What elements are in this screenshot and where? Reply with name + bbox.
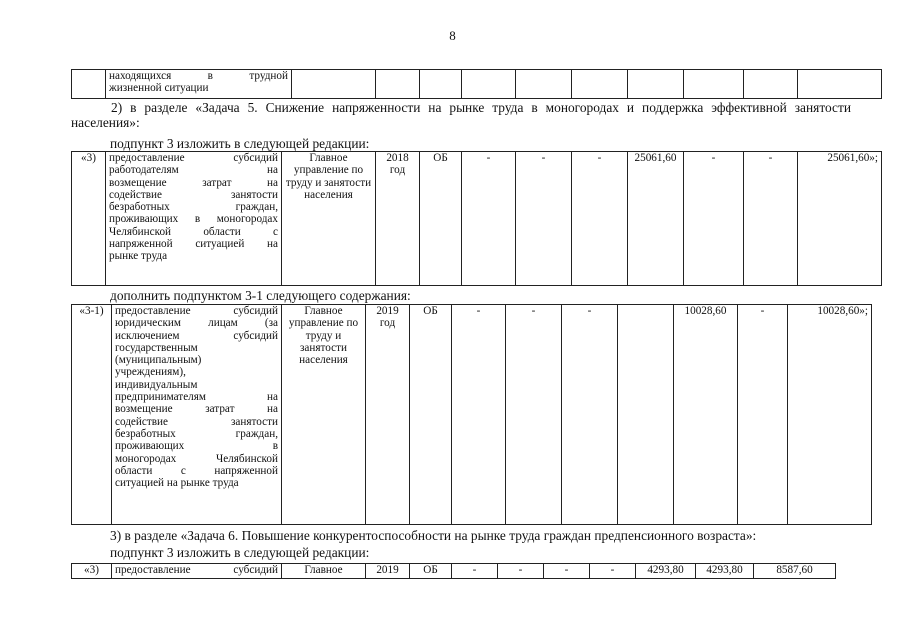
row-value: - <box>572 152 628 286</box>
row-number: «3) <box>72 152 106 286</box>
row-year: 2018 год <box>376 152 420 286</box>
table-row <box>72 152 882 286</box>
row-description: предоставление субсидий юридическим лицам (за исключением субсидий государственным (муниципальным) учреждениям), индивидуальным предпринимателям на возмещение затрат на содействие занятости безработных граждан, проживающих в моногородах Челябинской области с напряженной ситуацией на рынке труда <box>112 305 282 525</box>
row-value <box>618 305 674 525</box>
row-value: 4293,80 <box>696 564 754 579</box>
row-executor: Главное <box>282 564 366 579</box>
row-value: 25061,60 <box>628 152 684 286</box>
row-executor: Главное управление по труду и занятости населения <box>282 152 376 286</box>
table-subitem-3 <box>71 151 882 286</box>
row-source: ОБ <box>410 564 452 579</box>
table-row <box>72 564 836 579</box>
table-row <box>72 305 872 525</box>
table-row <box>72 70 882 99</box>
table-subitem-3-1 <box>71 304 872 525</box>
row-total: 8587,60 <box>754 564 836 579</box>
row-year: 2019 год <box>366 305 410 525</box>
row-value: - <box>562 305 618 525</box>
paragraph-subitem-3-edit: подпункт 3 изложить в следующей редакции: <box>110 545 370 560</box>
row-value: - <box>452 305 506 525</box>
table-subitem-3-task-6 <box>71 563 836 579</box>
row-value: - <box>544 564 590 579</box>
paragraph-add-subitem: дополнить подпунктом 3-1 следующего содержания: <box>110 288 411 303</box>
row-description: находящихся в трудной жизненной ситуации <box>106 70 292 99</box>
row-value: - <box>590 564 636 579</box>
row-source: ОБ <box>410 305 452 525</box>
paragraph-subitem-3: подпункт 3 изложить в следующей редакции: <box>110 136 370 151</box>
row-value: 4293,80 <box>636 564 696 579</box>
row-value: - <box>684 152 744 286</box>
row-number: «3-1) <box>72 305 112 525</box>
table-fragment-top <box>71 69 882 99</box>
row-number: «3) <box>72 564 112 579</box>
row-value: - <box>738 305 788 525</box>
row-value: - <box>744 152 798 286</box>
row-value: - <box>452 564 498 579</box>
row-description: предоставление субсидий работодателям на возмещение затрат на содействие занятости безработных граждан, проживающих в моногородах Челябинской области с напряженной ситуацией на рынке труда <box>106 152 282 286</box>
row-year: 2019 <box>366 564 410 579</box>
row-value: - <box>506 305 562 525</box>
row-value: 10028,60 <box>674 305 738 525</box>
paragraph-task-6: 3) в разделе «Задача 6. Повышение конкурентоспособности на рынке труда граждан предпенсионного возраста»: <box>110 528 757 543</box>
row-description: предоставление субсидий <box>112 564 282 579</box>
row-value: - <box>516 152 572 286</box>
row-value: - <box>498 564 544 579</box>
row-source: ОБ <box>420 152 462 286</box>
paragraph-task-5: 2) в разделе «Задача 5. Снижение напряженности на рынке труда в моногородах и поддержка эффективной занятости населения»: <box>71 100 851 130</box>
row-total: 25061,60»; <box>798 152 882 286</box>
row-value: - <box>462 152 516 286</box>
row-total: 10028,60»; <box>788 305 872 525</box>
row-executor: Главное управление по труду и занятости населения <box>282 305 366 525</box>
page-number: 8 <box>449 28 456 43</box>
